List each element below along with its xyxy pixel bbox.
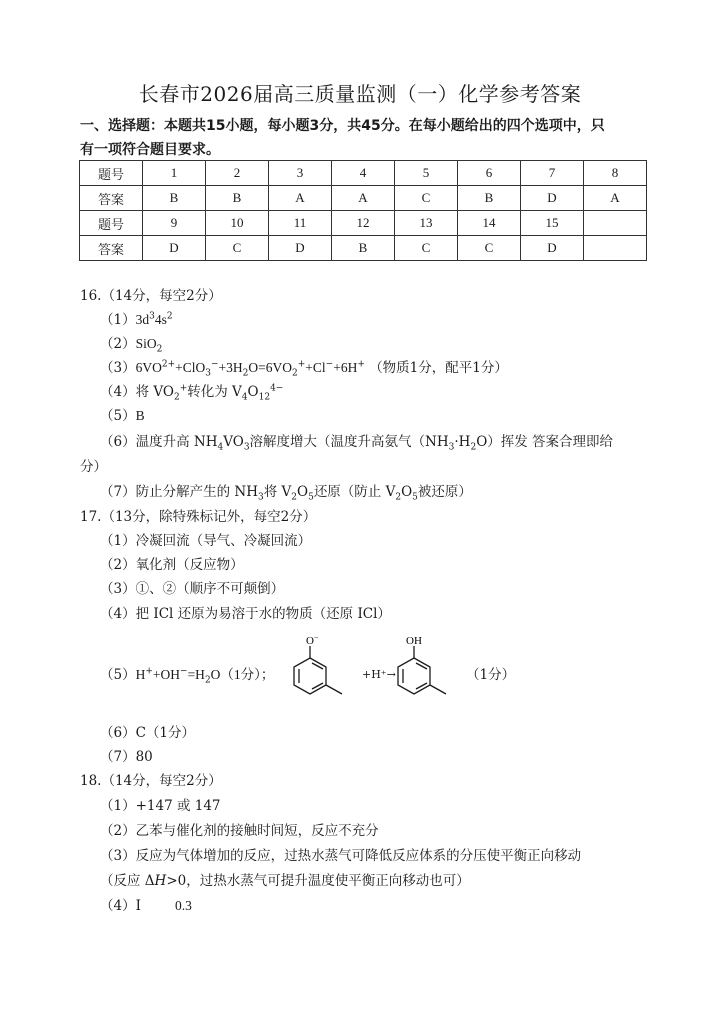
q17-part-6: （6）C（1分）: [100, 725, 196, 741]
q18-part-1: （1）+147 或 147: [100, 798, 221, 814]
table-row-answers-2: [80, 236, 647, 261]
table-cell: 14: [458, 211, 521, 236]
q17-header: 17.（13分，除特殊标记外，每空2分）: [80, 509, 317, 525]
table-cell: 11: [269, 211, 332, 236]
q16-part-4: （4）将 $VO_2^+$转化为 $V_4O_{12}^{4-}$: [100, 383, 284, 403]
table-cell: 4: [332, 161, 395, 186]
section-1-heading: [80, 114, 650, 162]
q17-part-2: （2）氧化剂（反应物）: [100, 557, 244, 573]
section-1-heading-line-2: 有一项符合题目要求。: [80, 142, 220, 158]
table-cell: 1: [143, 161, 206, 186]
table-row-numbers-1: [80, 161, 647, 186]
table-cell: C: [395, 236, 458, 261]
table-cell: D: [269, 236, 332, 261]
q16-part-1: $(1)3d^34s^2$: [100, 311, 173, 328]
q17-part-7: （7）80: [100, 749, 153, 765]
table-cell: A: [269, 186, 332, 211]
q16-part-5: （5）B: [100, 408, 145, 424]
oxide-label: O−: [306, 633, 319, 647]
row-label: 答案: [80, 186, 143, 211]
table-cell: 2: [206, 161, 269, 186]
table-cell: B: [206, 186, 269, 211]
table-cell: [584, 211, 647, 236]
q16-part-6-continued: 分）: [80, 459, 107, 475]
table-cell: 15: [521, 211, 584, 236]
table-cell: B: [143, 186, 206, 211]
table-cell: 6: [458, 161, 521, 186]
page-title: 长春市2026届高三质量监测（一）化学参考答案: [138, 82, 582, 106]
hydroxyl-label: OH: [406, 635, 422, 647]
row-label: 答案: [80, 236, 143, 261]
q17-part-1: （1）冷凝回流（导气、冷凝回流）: [100, 533, 312, 549]
cresol-structure: [392, 630, 462, 714]
q16-part-7: （7）防止分解产生的 $NH_3$将 $V_2O_5$还原（防止 $V_2O_5$被还原）: [100, 484, 472, 503]
q17-part-4: （4）把 ICl 还原为易溶于水的物质（还原 ICl）: [100, 606, 391, 622]
table-cell: 7: [521, 161, 584, 186]
q18-part-3: （3）反应为气体增加的反应，过热水蒸气可降低反应体系的分压使平衡正向移动: [100, 848, 582, 864]
table-cell: C: [395, 186, 458, 211]
table-cell: 3: [269, 161, 332, 186]
table-cell: 8: [584, 161, 647, 186]
table-cell: A: [584, 186, 647, 211]
proton-arrow: +H⁺→: [362, 668, 396, 681]
cresolate-structure: [288, 630, 358, 714]
q16-part-6: （6）温度升高 $NH_4VO_3$溶解度增大（温度升高氨气$(NH_3\cdot H_2O)$挥发 答案合理即给: [100, 434, 614, 453]
q18-part-3-continued: （反应 ΔH>0，过热水蒸气可提升温度使平衡正向移动也可）: [100, 873, 470, 889]
table-row-numbers-2: [80, 211, 647, 236]
table-cell: C: [206, 236, 269, 261]
q17-part-5-equation: $(5)H^++OH^-=H_2O(1$分）；: [100, 666, 275, 686]
table-cell: 10: [206, 211, 269, 236]
table-row-answers-1: [80, 186, 647, 211]
q18-header: 18.（14分，每空2分）: [80, 773, 222, 789]
table-cell: D: [143, 236, 206, 261]
table-cell: 5: [395, 161, 458, 186]
q16-part-3: $(3)6VO^{2+}+ClO_3^-+3H_2O=6VO_2^++Cl^-+6H^+$ （物质1分，配平1分）: [100, 359, 508, 379]
row-label: 题号: [80, 161, 143, 186]
table-cell: D: [521, 236, 584, 261]
benzene-ring: [294, 646, 342, 694]
section-1-heading-line-1: 一、选择题：本题共15小题，每小题3分，共45分。在每小题给出的四个选项中，只: [80, 118, 605, 134]
table-cell: B: [332, 236, 395, 261]
q16-header: 16.（14分，每空2分）: [80, 288, 222, 304]
answer-table: [79, 160, 647, 261]
table-cell: C: [458, 236, 521, 261]
table-cell: [584, 236, 647, 261]
benzene-ring: [398, 646, 446, 694]
table-cell: 9: [143, 211, 206, 236]
table-cell: D: [521, 186, 584, 211]
table-cell: B: [458, 186, 521, 211]
q16-part-2: （2）SiO$_2$: [100, 336, 163, 355]
table-cell: 13: [395, 211, 458, 236]
table-cell: 12: [332, 211, 395, 236]
q17-part-5-score: （1分）: [466, 667, 516, 683]
row-label: 题号: [80, 211, 143, 236]
q18-part-2: （2）乙苯与催化剂的接触时间短，反应不充分: [100, 823, 379, 839]
q18-part-4: （4）Ⅰ 0.3: [100, 898, 192, 914]
q17-part-3: （3）①、②（顺序不可颠倒）: [100, 581, 285, 597]
table-cell: A: [332, 186, 395, 211]
